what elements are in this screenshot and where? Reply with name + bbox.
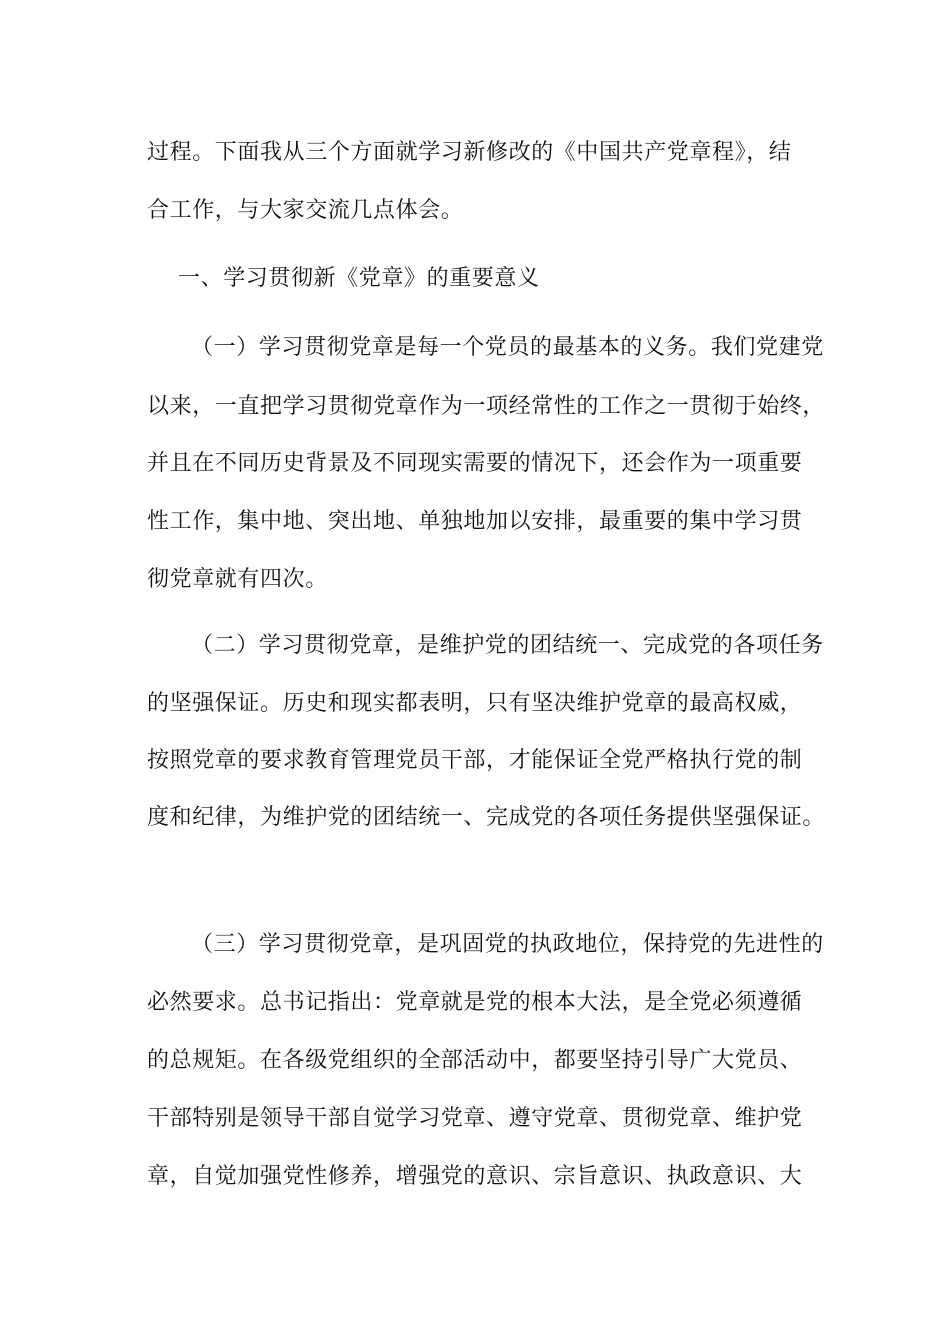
text-line: （一）学习贯彻党章是每一个党员的最基本的义务。我们党建党 [191, 335, 824, 360]
text-line: 的总规矩。在各级党组织的全部活动中，都要坚持引导广大党员、 [147, 1048, 803, 1073]
text-line: 并且在不同历史背景及不同现实需要的情况下，还会作为一项重要 [147, 451, 803, 476]
text-line: 性工作，集中地、突出地、单独地加以安排，最重要的集中学习贯 [147, 509, 803, 534]
text-line: 合工作，与大家交流几点体会。 [147, 198, 464, 223]
text-line: 干部特别是领导干部自觉学习党章、遵守党章、贯彻党章、维护党 [147, 1106, 803, 1131]
text-line: 度和纪律，为维护党的团结统一、完成党的各项任务提供坚强保证。 [147, 805, 826, 830]
text-line: （三）学习贯彻党章，是巩固党的执政地位，保持党的先进性的 [191, 932, 824, 957]
section-heading: 一、学习贯彻新《党章》的重要意义 [178, 266, 540, 291]
text-line: 过程。下面我从三个方面就学习新修改的《中国共产党章程》，结 [147, 140, 792, 165]
text-line: 以来，一直把学习贯彻党章作为一项经常性的工作之一贯彻于始终， [147, 394, 826, 419]
text-line: 按照党章的要求教育管理党员干部，才能保证全党严格执行党的制 [147, 748, 803, 773]
text-line: 的坚强保证。历史和现实都表明，只有坚决维护党章的最高权威， [147, 691, 803, 716]
text-line: 章，自觉加强党性修养，增强党的意识、宗旨意识、执政意识、大 [147, 1164, 803, 1189]
text-line: 必然要求。总书记指出：党章就是党的根本大法，是全党必须遵循 [147, 990, 803, 1015]
text-line: （二）学习贯彻党章，是维护党的团结统一、完成党的各项任务 [191, 633, 824, 658]
text-line: 彻党章就有四次。 [147, 567, 328, 592]
